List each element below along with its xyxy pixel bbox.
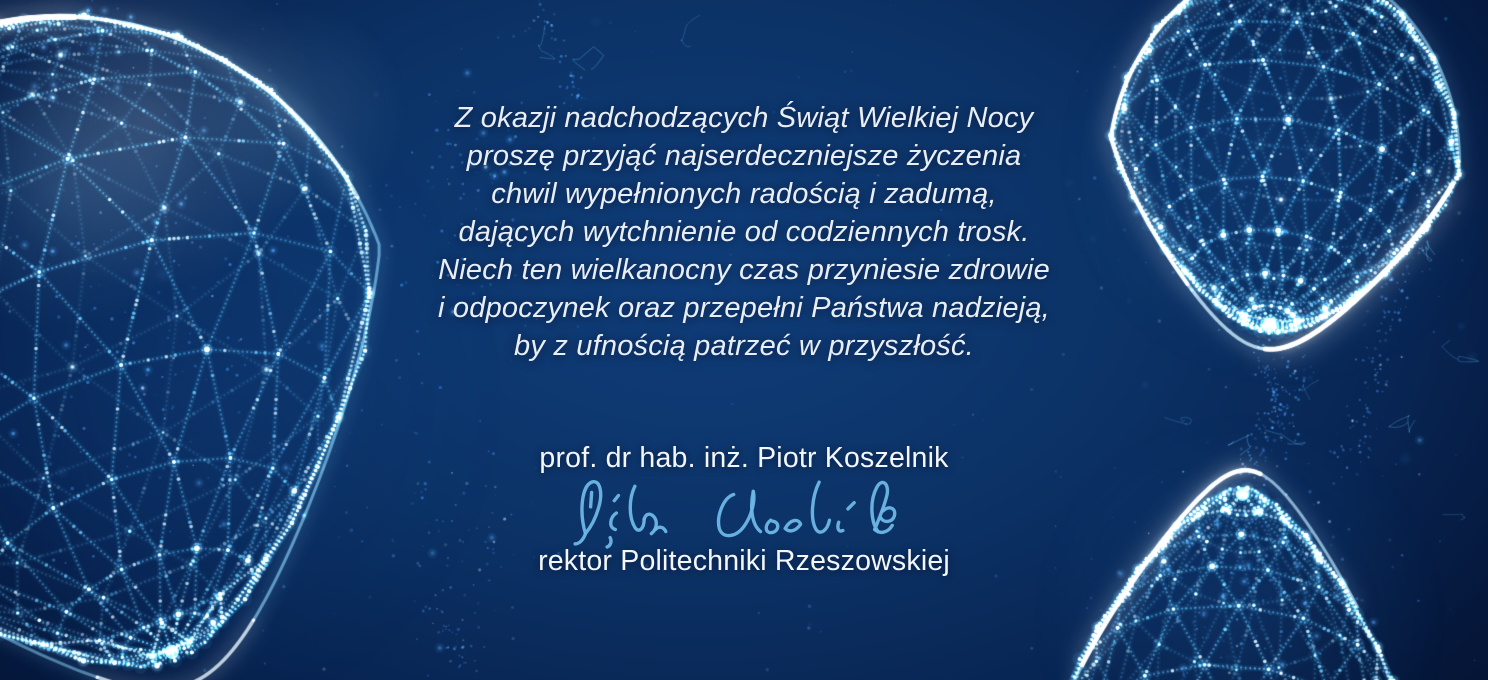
greeting-line: i odpoczynek oraz przepełni Państwa nadzieją, xyxy=(438,292,1050,324)
greeting-line: by z ufnością patrzeć w przyszłość. xyxy=(514,330,974,362)
greeting-line: dających wytchnienie od codziennych trosk. xyxy=(458,216,1030,248)
greeting-line: proszę przyjąć najserdeczniejsze życzenia xyxy=(466,140,1022,172)
signatory-title: rektor Politechniki Rzeszowskiej xyxy=(538,545,950,577)
greeting-line: Niech ten wielkanocny czas przyniesie zdrowie xyxy=(438,254,1050,286)
handwritten-signature xyxy=(569,469,919,557)
greeting-line: chwil wypełnionych radością i zadumą, xyxy=(491,178,997,210)
greeting-line: Z okazji nadchodzących Świąt Wielkiej Nocy xyxy=(454,102,1034,134)
signatory-name: prof. dr hab. inż. Piotr Koszelnik xyxy=(539,442,949,474)
